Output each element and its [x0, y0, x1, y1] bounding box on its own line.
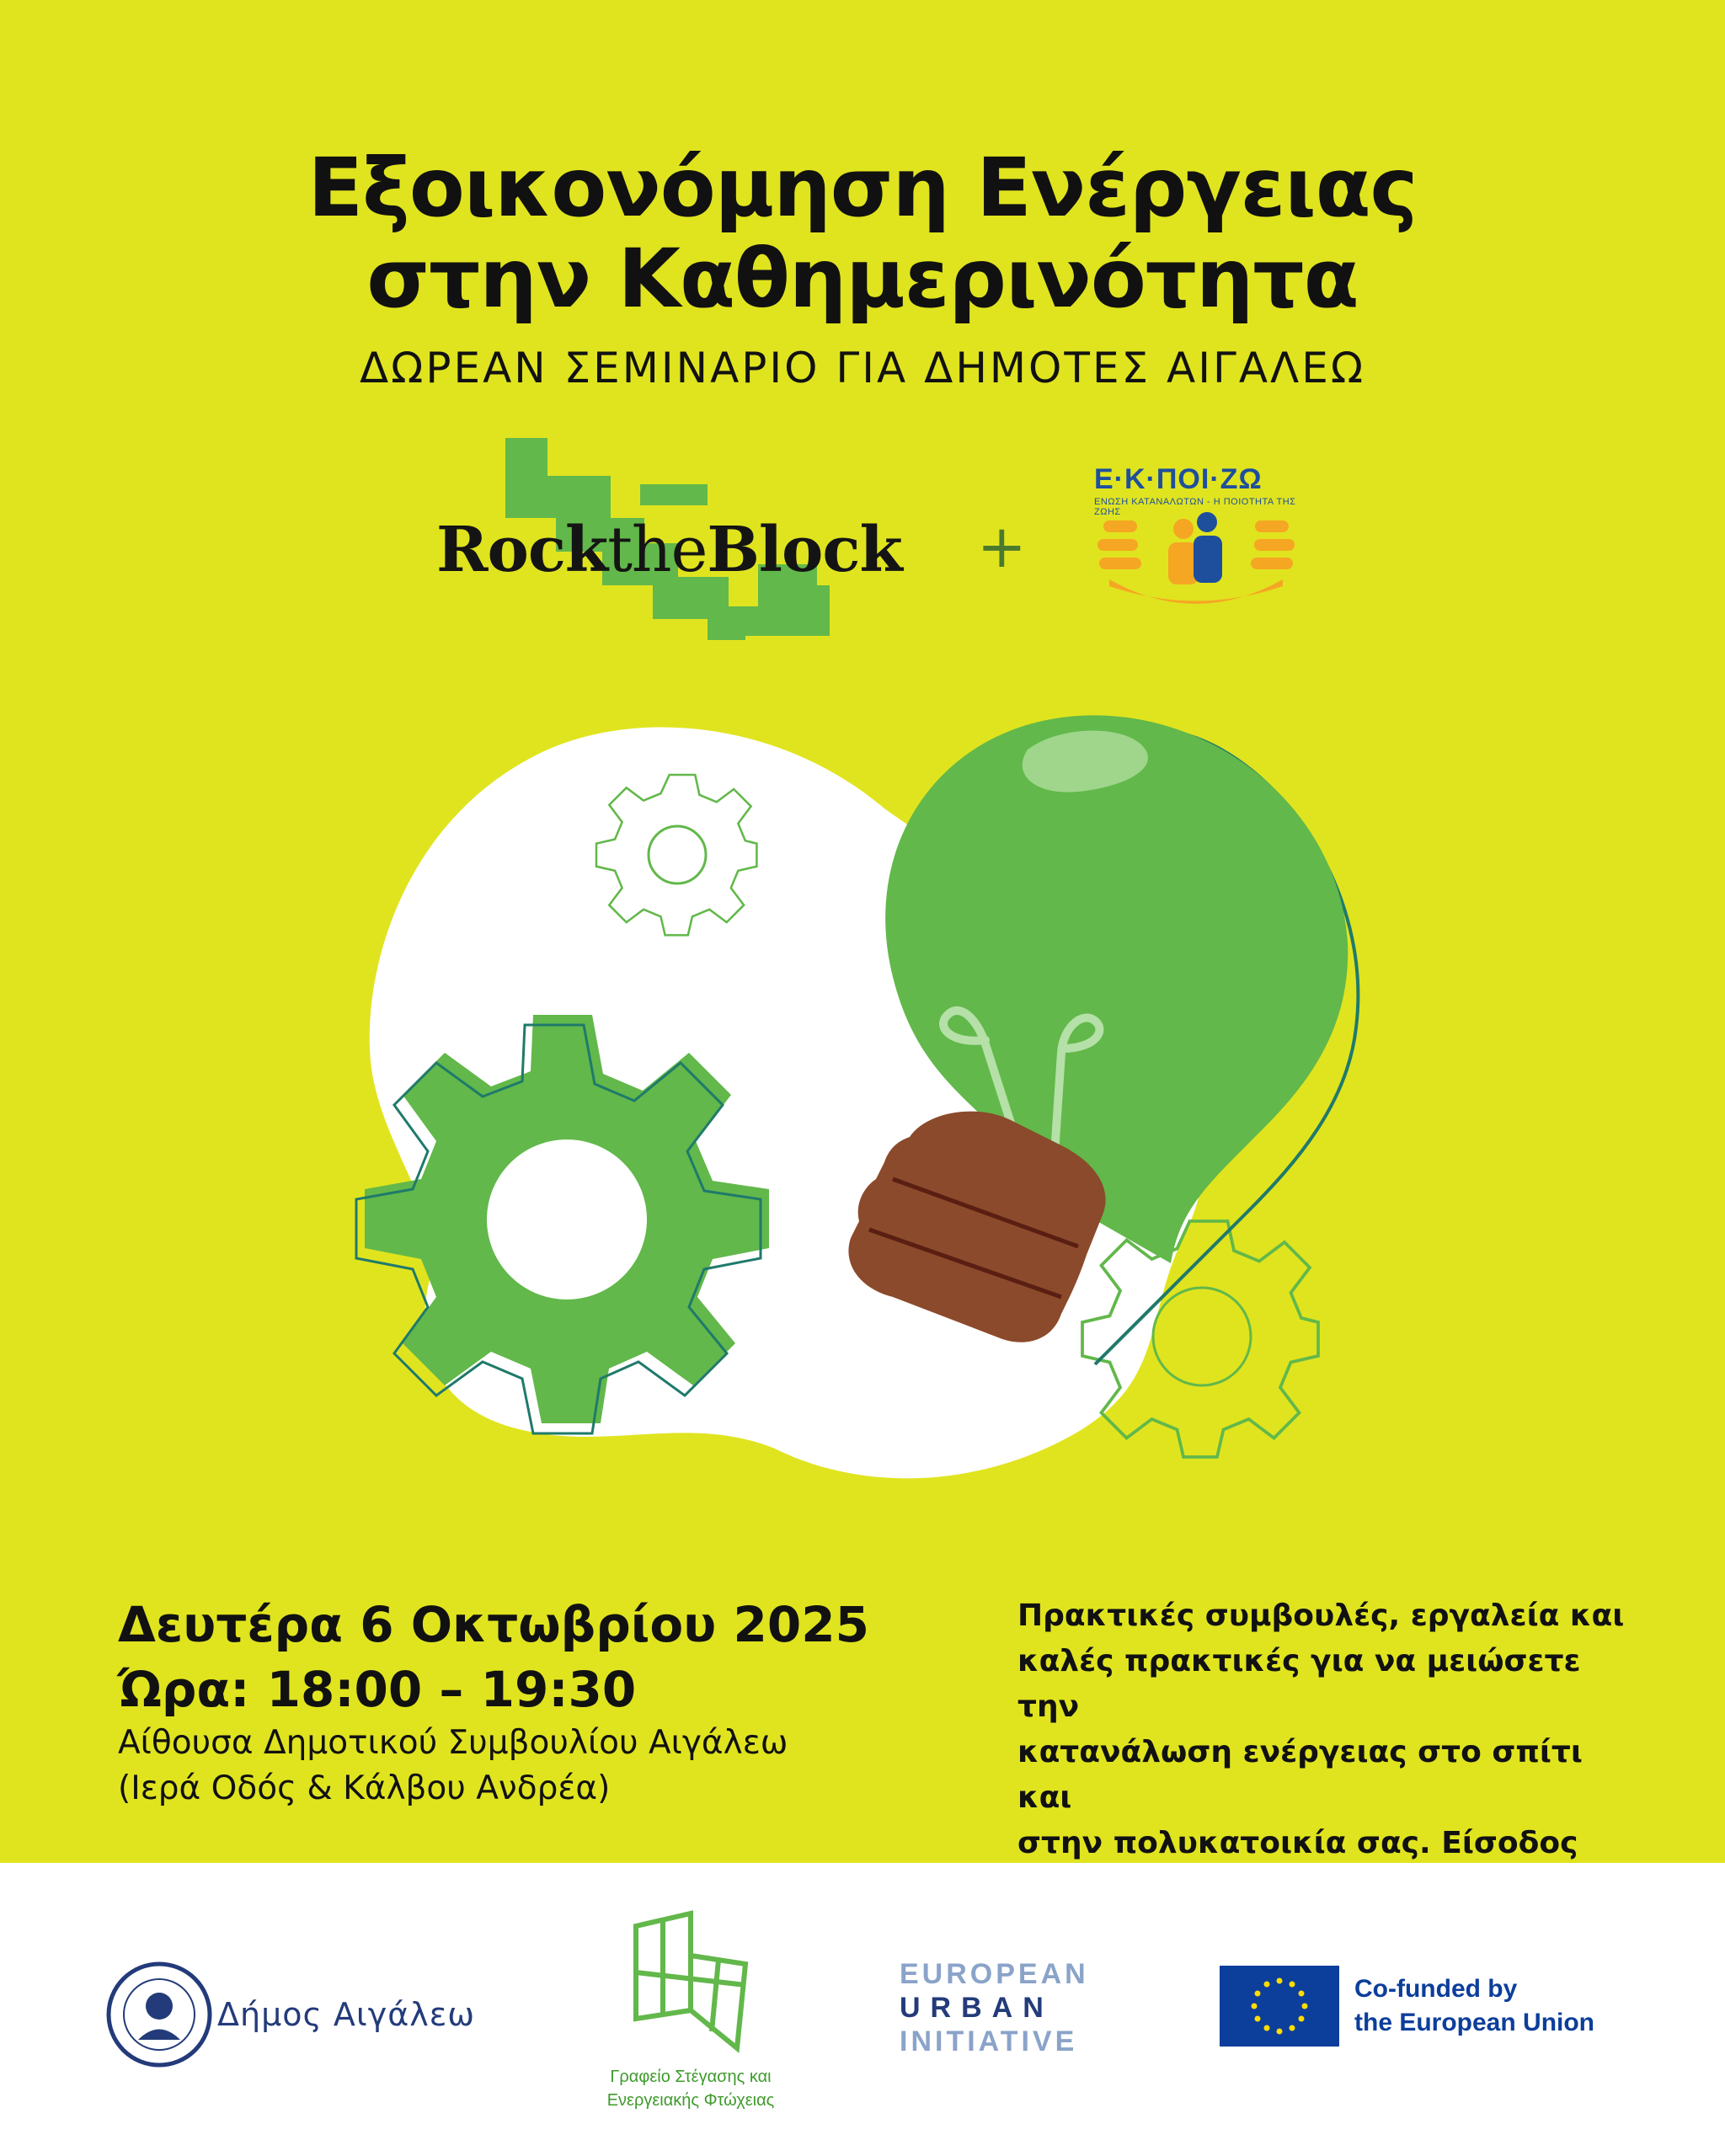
rock-the-block-logo — [430, 438, 901, 640]
housing-office-name — [539, 2065, 842, 2112]
european-urban-initiative-logo — [900, 1957, 1089, 2058]
title-line-2: στην Καθημερινότητα — [366, 232, 1359, 326]
eui-line-3: INITIATIVE — [900, 2025, 1078, 2057]
eu-line-1: Co-funded by — [1354, 1975, 1518, 2003]
description-line-4: στην πολυκατοικία σας. Είσοδος — [1017, 1826, 1578, 1860]
eui-line-1: EUROPEAN — [900, 1958, 1089, 1990]
housing-office-line-2: Ενεργειακής Φτώχειας — [606, 2091, 775, 2110]
housing-office-line-1: Γραφείο Στέγασης και — [610, 2068, 772, 2086]
event-time: Ώρα: 18:00 – 19:30 — [118, 1661, 637, 1718]
description-line-2: καλές πρακτικές για να μειώσετε την — [1017, 1644, 1581, 1724]
ekpoizo-logo — [1091, 463, 1301, 606]
energy-illustration — [337, 707, 1398, 1516]
description-line-3: κατανάλωση ενέργειας στο σπίτι και — [1017, 1735, 1583, 1815]
ekpoizo-subtitle: ΕΝΩΣΗ ΚΑΤΑΝΑΛΩΤΩΝ - Η ΠΟΙΟΤΗΤΑ ΤΗΣ ΖΩΗΣ — [1094, 497, 1296, 517]
subtitle: ΔΩΡΕΑΝ ΣΕΜΙΝΑΡΙΟ ΓΙΑ ΔΗΜΟΤΕΣ ΑΙΓΑΛΕΩ — [359, 344, 1366, 392]
title-line-1: Εξοικονόμηση Ενέργειας — [307, 141, 1418, 235]
ekpoizo-title: Ε·Κ·ΠΟΙ·ΖΩ — [1094, 463, 1263, 495]
rock-the-block-wordmark: RocktheBlock — [436, 514, 902, 586]
event-venue-line-2: (Ιερά Οδός & Κάλβου Ανδρέα) — [118, 1769, 611, 1807]
ekpoizo-people-icon — [1091, 510, 1301, 611]
plus-sign: + — [977, 512, 1027, 581]
description-line-1: Πρακτικές συμβουλές, εργαλεία και — [1017, 1598, 1625, 1633]
event-venue-line-1: Αίθουσα Δημοτικού Συμβουλίου Αιγάλεω — [118, 1724, 788, 1762]
municipality-seal-icon — [104, 1960, 214, 2069]
event-date: Δευτέρα 6 Οκτωβρίου 2025 — [118, 1596, 869, 1653]
eu-flag-icon — [1220, 1966, 1339, 2047]
footer — [0, 1863, 1725, 2156]
housing-office-logo-icon — [628, 1909, 754, 2057]
eu-line-2: the European Union — [1354, 2009, 1594, 2036]
municipality-name: Δήμος Αιγάλεω — [217, 1996, 476, 2033]
eui-line-2: URBAN — [900, 1992, 1054, 2024]
eu-cofunded-text — [1354, 1972, 1594, 2040]
